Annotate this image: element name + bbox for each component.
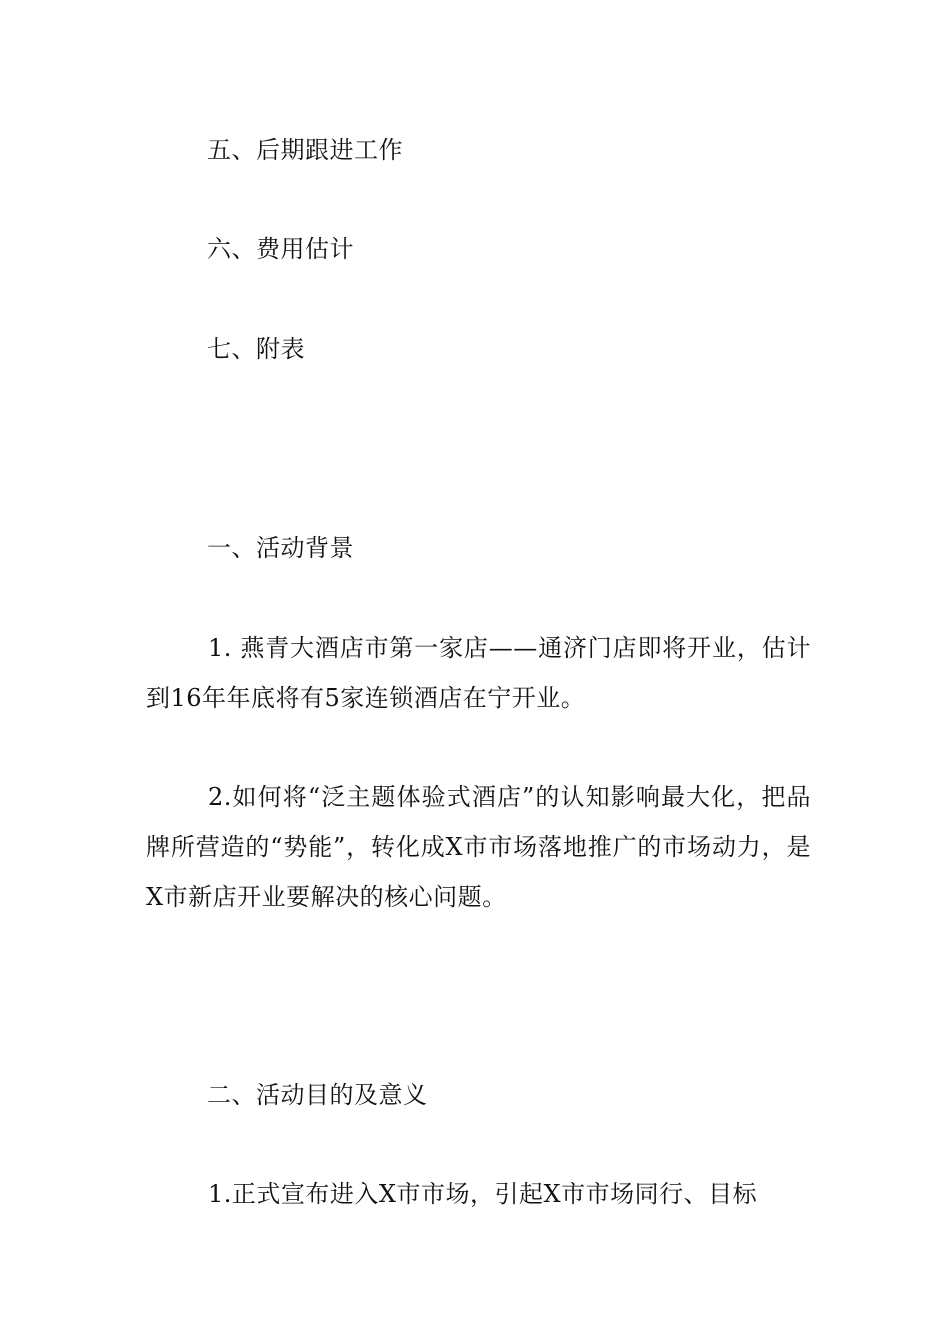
section-heading-purpose: 二、活动目的及意义 — [207, 1081, 428, 1109]
section-heading-background: 一、活动背景 — [207, 534, 354, 562]
paragraph-background-1: 1. 燕青大酒店市第一家店——通济门店即将开业，估计到16年年底将有5家连锁酒店在宁开业。 — [146, 634, 811, 712]
toc-item-appendix: 七、附表 — [207, 335, 305, 363]
toc-item-follow-up: 五、后期跟进工作 — [207, 136, 403, 164]
paragraph-background-2: 2.如何将“泛主题体验式酒店”的认知影响最大化，把品牌所营造的“势能”，转化成X市市场落地推广的市场动力，是X市新店开业要解决的核心问题。 — [146, 783, 811, 911]
paragraph-purpose-1: 1.正式宣布进入X市市场，引起X市市场同行、目标 — [208, 1180, 758, 1208]
toc-item-cost-estimate: 六、费用估计 — [207, 235, 354, 263]
